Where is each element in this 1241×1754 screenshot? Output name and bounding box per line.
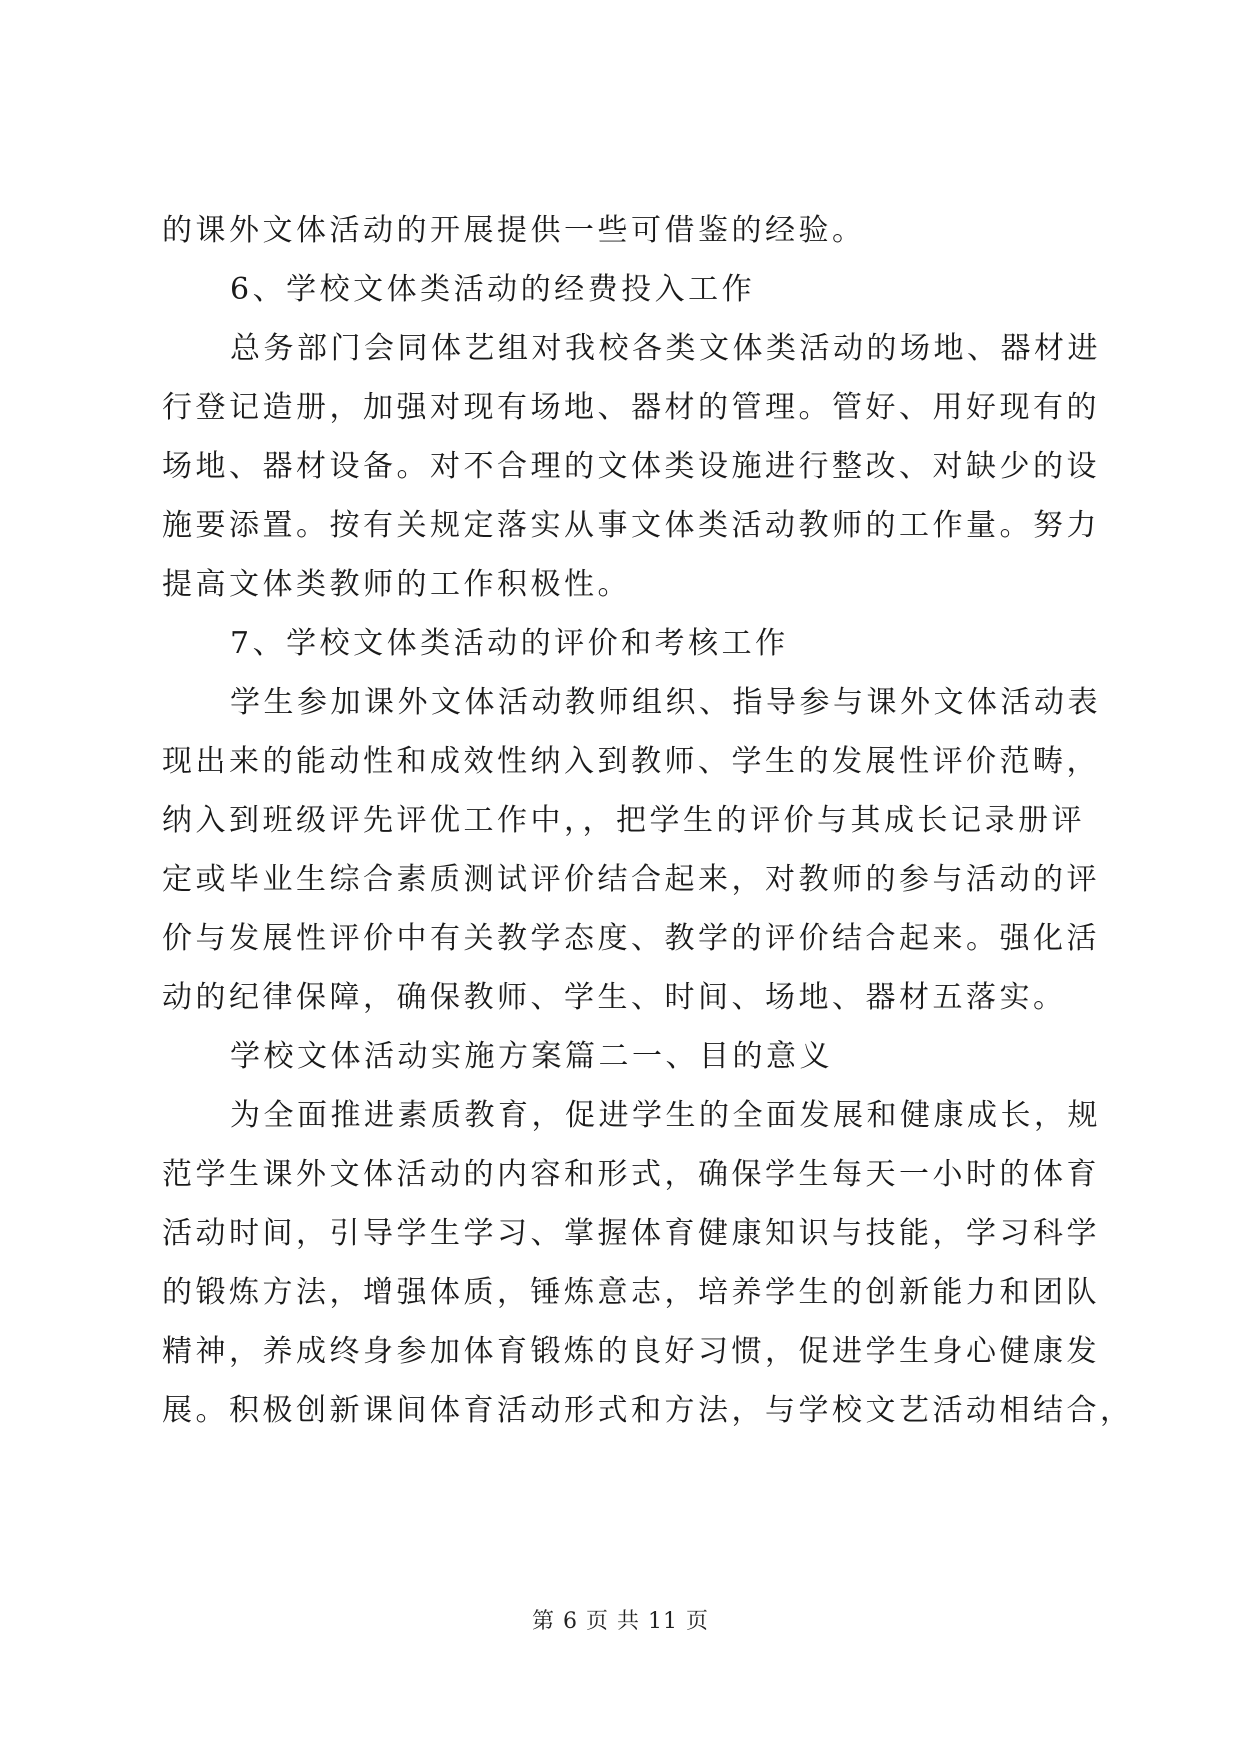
text-line: 纳入到班级评先评优工作中，，把学生的评价与其成长记录册评	[162, 803, 1085, 838]
text-line: 提高文体类教师的工作积极性。	[162, 567, 631, 602]
text-line: 行登记造册，加强对现有场地、器材的管理。管好、用好现有的	[162, 390, 1100, 425]
text-line: 精神，养成终身参加体育锻炼的良好习惯，促进学生身心健康发	[162, 1334, 1100, 1369]
text-line: 现出来的能动性和成效性纳入到教师、学生的发展性评价范畴，	[162, 744, 1100, 779]
text-line: 学生参加课外文体活动教师组织、指导参与课外文体活动表	[230, 685, 1101, 720]
text-line: 为全面推进素质教育，促进学生的全面发展和健康成长，规	[230, 1098, 1101, 1133]
text-line: 场地、器材设备。对不合理的文体类设施进行整改、对缺少的设	[162, 449, 1100, 484]
section-heading: 7、学校文体类活动的评价和考核工作	[230, 626, 789, 661]
text-line: 总务部门会同体艺组对我校各类文体类活动的场地、器材进	[230, 331, 1101, 366]
text-line: 的锻炼方法，增强体质，锤炼意志，培养学生的创新能力和团队	[162, 1275, 1100, 1310]
text-line: 展。积极创新课间体育活动形式和方法，与学校文艺活动相结合，	[162, 1393, 1134, 1428]
section-heading: 6、学校文体类活动的经费投入工作	[230, 272, 756, 307]
text-line: 的课外文体活动的开展提供一些可借鉴的经验。	[162, 213, 866, 248]
text-line: 定或毕业生综合素质测试评价结合起来，对教师的参与活动的评	[162, 862, 1100, 897]
text-line: 动的纪律保障，确保教师、学生、时间、场地、器材五落实。	[162, 980, 1067, 1015]
page-number-footer: 第 6 页 共 11 页	[532, 1609, 709, 1634]
text-line: 活动时间，引导学生学习、掌握体育健康知识与技能，学习科学	[162, 1216, 1100, 1251]
text-line: 范学生课外文体活动的内容和形式，确保学生每天一小时的体育	[162, 1157, 1100, 1192]
text-line: 施要添置。按有关规定落实从事文体类活动教师的工作量。努力	[162, 508, 1100, 543]
section-heading: 学校文体活动实施方案篇二一、目的意义	[230, 1039, 833, 1074]
text-line: 价与发展性评价中有关教学态度、教学的评价结合起来。强化活	[162, 921, 1100, 956]
